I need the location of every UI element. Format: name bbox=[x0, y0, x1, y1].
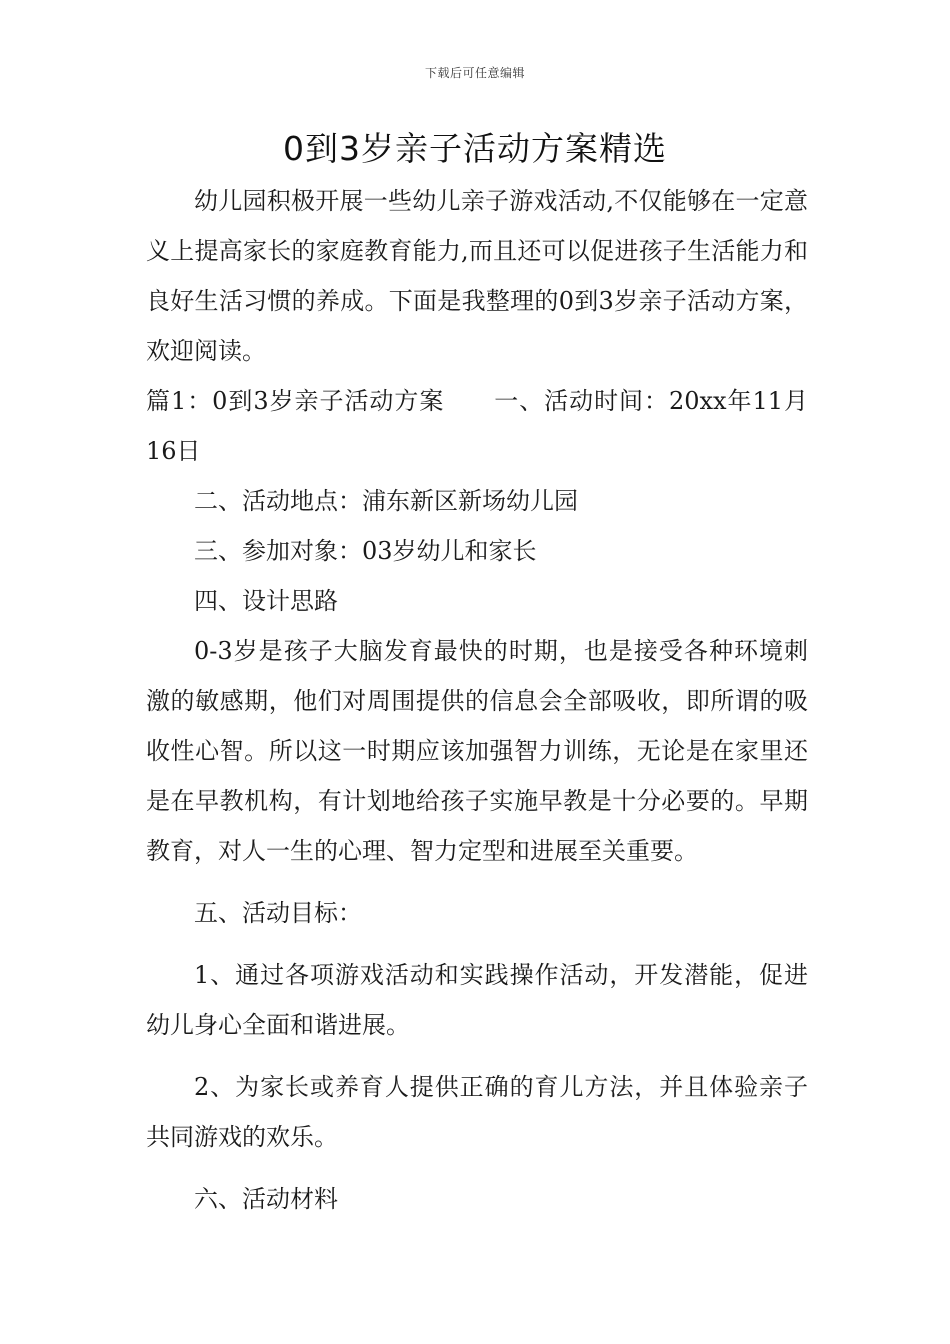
section-heading-activity-time: 篇1：0到3岁亲子活动方案 一、活动时间：20xx年11月16日 bbox=[146, 387, 808, 465]
design-idea-heading: 四、设计思路 bbox=[194, 587, 338, 615]
activity-materials-heading: 六、活动材料 bbox=[194, 1185, 338, 1213]
document-title: 0到3岁亲子活动方案精选 bbox=[283, 129, 667, 168]
activity-location: 二、活动地点：浦东新区新场幼儿园 bbox=[194, 487, 578, 515]
goal-item-2: 2、为家长或养育人提供正确的育儿方法，并且体验亲子共同游戏的欢乐。 bbox=[146, 1073, 808, 1151]
header-note: 下载后可任意编辑 bbox=[424, 66, 525, 80]
design-idea-paragraph: 0-3岁是孩子大脑发育最快的时期，也是接受各种环境刺激的敏感期，他们对周围提供的信息会全部吸收，即所谓的吸收性心智。所以这一时期应该加强智力训练，无论是在家里还是在早教机构，有计划地给孩子实施早教是十分必要的。早期教育，对人一生的心理、智力定型和进展至关重要。 bbox=[146, 637, 808, 865]
activity-goals-heading: 五、活动目标： bbox=[194, 899, 362, 927]
goal-item-1: 1、通过各项游戏活动和实践操作活动，开发潜能，促进幼儿身心全面和谐进展。 bbox=[146, 961, 808, 1039]
document-body bbox=[146, 176, 808, 1224]
intro-paragraph: 幼儿园积极开展一些幼儿亲子游戏活动,不仅能够在一定意义上提高家长的家庭教育能力,而且还可以促进孩子生活能力和良好生活习惯的养成。下面是我整理的0到3岁亲子活动方案，欢迎阅读。 bbox=[146, 187, 808, 365]
participants: 三、参加对象：03岁幼儿和家长 bbox=[194, 537, 537, 565]
